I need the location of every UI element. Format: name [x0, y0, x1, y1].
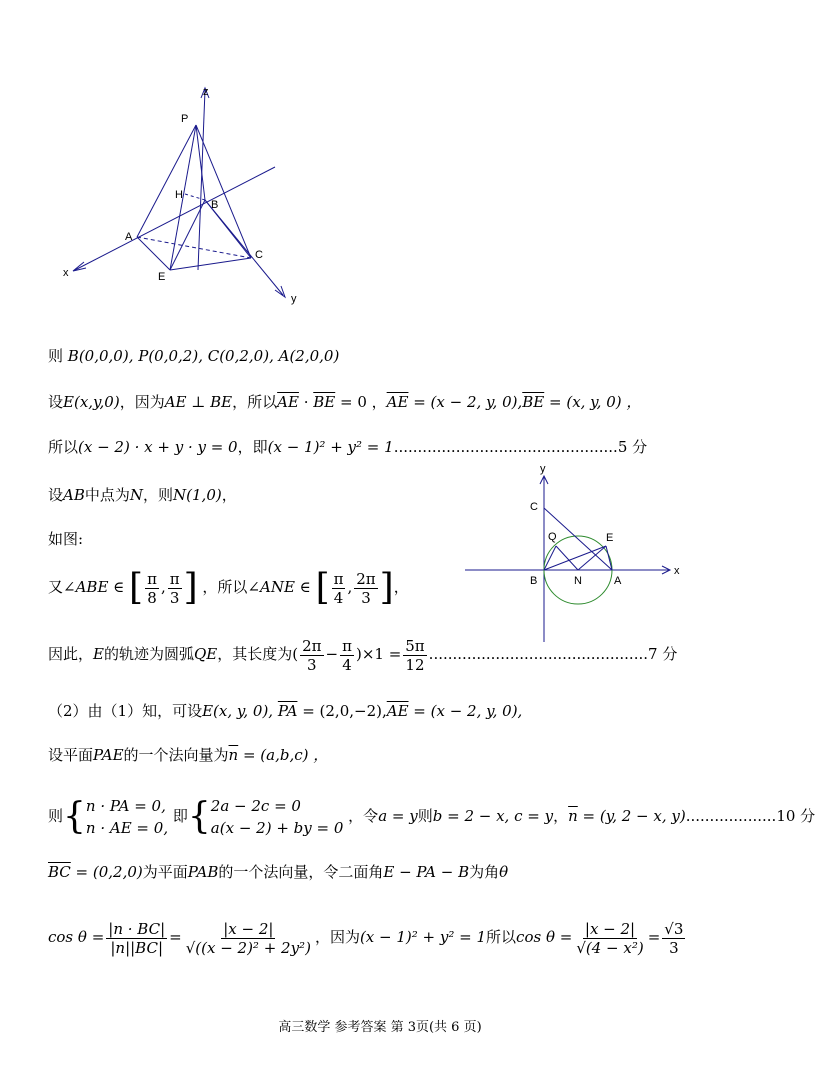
text: 设	[48, 393, 64, 411]
label-E: E	[158, 271, 166, 283]
math: cos θ =	[516, 928, 573, 946]
text: 设平面	[48, 746, 94, 764]
denominator: 8	[147, 588, 157, 607]
pyramid-3d-figure	[55, 80, 305, 315]
math: = 0 ，	[335, 393, 387, 411]
denominator: 4	[333, 588, 344, 607]
edge-PA	[137, 125, 196, 237]
numerator: |x − 2|	[223, 919, 274, 938]
text: 为平面	[142, 863, 188, 881]
text: ，则	[143, 486, 174, 504]
math: cos θ =	[48, 928, 105, 946]
math: = (y, 2 − x, y)	[577, 807, 686, 825]
numerator: 5π	[405, 636, 425, 655]
leader-dots: ...................	[685, 807, 777, 825]
label-C: C	[255, 249, 263, 261]
circle-2d-figure	[460, 462, 690, 647]
text: 为角	[469, 863, 500, 881]
numerator: π	[147, 569, 157, 588]
x-axis	[75, 167, 275, 270]
label2d-A: A	[614, 575, 622, 587]
math: = (2,0,−2),	[297, 702, 387, 720]
math: AE ⊥ BE	[164, 393, 233, 411]
page-footer: 高三数学 参考答案 第 3页(共 6 页)	[278, 1020, 482, 1035]
math: N(1,0)	[173, 486, 222, 504]
math: E(x, y, 0),	[202, 702, 274, 720]
math: AB	[63, 486, 85, 504]
label-y: y	[291, 293, 297, 305]
right-bracket: ]	[183, 567, 198, 608]
math: θ	[499, 863, 509, 881]
edge-AC-dashed	[137, 237, 251, 258]
text: 即	[172, 807, 188, 825]
text: ，所以	[232, 393, 278, 411]
label-z: z	[203, 86, 209, 98]
text: ，	[221, 486, 237, 504]
label2d-y: y	[540, 463, 546, 475]
numerator: π	[333, 569, 344, 588]
label-A: A	[125, 231, 133, 243]
equation: 2a − 2c = 0	[210, 797, 301, 815]
score: 5 分	[617, 438, 648, 456]
system-2	[211, 795, 344, 839]
left-bracket: [	[315, 567, 330, 608]
text: ，因为	[314, 928, 360, 946]
line-midpoint	[48, 485, 237, 505]
text: 则	[417, 807, 433, 825]
score: 10 分	[776, 807, 815, 825]
vector: $\overline{n}$	[228, 746, 239, 764]
line-as-figure	[48, 529, 83, 549]
math: = (x − 2, y, 0),	[408, 702, 523, 720]
text: 的一个法向量为	[123, 746, 229, 764]
edge-EC	[170, 258, 251, 270]
math: E − PA − B	[383, 863, 470, 881]
label2d-Q: Q	[548, 531, 557, 543]
text: 所以	[486, 928, 517, 946]
numerator: 2π	[356, 569, 376, 588]
text: ，所以	[202, 578, 248, 596]
leader-dots: ..............................................	[428, 645, 649, 663]
line-angle-range: 又∠ABE ∈ [ $\frac{\pi}{8}$ , $\frac{\pi}{3}$ ] ，所以∠ANE ∈ [ $\frac{\pi}{4}$ , $\frac{2\pi}{3}$ ]，	[48, 567, 409, 608]
math: a = y	[378, 807, 418, 825]
text: ，因为	[119, 393, 165, 411]
denominator: 3	[169, 588, 180, 607]
numerator: |x − 2|	[584, 919, 636, 938]
math: (x − 1)² + y² = 1	[359, 928, 487, 946]
math: E	[93, 645, 104, 663]
math: = (x − 2, y, 0),	[408, 393, 523, 411]
math: = (0,2,0)	[70, 863, 143, 881]
line-part2	[48, 701, 522, 721]
line-equation	[48, 437, 647, 457]
line-system	[48, 792, 815, 840]
equation: n · AE = 0,	[85, 819, 169, 837]
fraction	[300, 637, 323, 674]
denominator: 4	[342, 655, 352, 674]
vector: $\overline{BC}$	[48, 863, 71, 881]
text: 的轨迹为圆弧	[103, 645, 194, 663]
line-set-E	[48, 392, 641, 412]
text: 所以	[48, 438, 79, 456]
text: 的一个法向量，令二面角	[218, 863, 384, 881]
equation: a(x − 2) + by = 0	[210, 819, 344, 837]
x-axis-arrow	[73, 262, 86, 271]
label2d-N: N	[574, 575, 582, 587]
text: 则	[48, 807, 64, 825]
label2d-B: B	[530, 575, 538, 587]
numerator: √3	[664, 919, 684, 938]
equation: n · PA = 0,	[85, 797, 166, 815]
numerator: 2π	[302, 636, 322, 655]
math: ×1 =	[361, 645, 402, 663]
math: QE	[193, 645, 218, 663]
left-bracket: [	[129, 567, 144, 608]
text: 如图:	[48, 530, 84, 548]
label2d-x: x	[674, 565, 680, 577]
segment-EA	[606, 546, 612, 570]
left-brace: {	[63, 796, 86, 837]
vector: $\overline{BE}$	[522, 393, 545, 411]
fraction	[574, 920, 645, 957]
line-coordinates	[48, 346, 339, 366]
label2d-E: E	[606, 532, 614, 544]
text: ，令	[348, 807, 379, 825]
denominator: 3	[361, 588, 371, 607]
vector: $\overline{PA}$	[277, 702, 298, 720]
numerator: |n · BC|	[108, 919, 166, 938]
label-x: x	[63, 267, 69, 279]
text: 设	[48, 486, 64, 504]
fraction	[340, 637, 354, 674]
line-arc-length: 因此，E的轨迹为圆弧QE，其长度为( $\frac{2\pi}{3}$ − $\frac{\pi}{4}$ )×1 = $\frac{5\pi}{12}$ ..............................................7 分	[48, 636, 678, 674]
math: E(x,y,0)	[63, 393, 120, 411]
text: （2）由（1）知，可设	[48, 702, 203, 720]
score: 7 分	[648, 645, 678, 663]
line-BC-normal	[48, 862, 508, 882]
math: N	[129, 486, 144, 504]
math: ·	[298, 393, 314, 411]
fraction	[168, 570, 182, 607]
vector: $\overline{AE}$	[277, 393, 299, 411]
edge-PE	[170, 125, 196, 270]
right-bracket: ]	[379, 567, 394, 608]
math: PAB	[187, 863, 219, 881]
label-P: P	[181, 113, 189, 125]
segment-HB-dashed	[185, 194, 205, 200]
text: ，其长度为	[217, 645, 293, 663]
vector: $\overline{AE}$	[386, 702, 409, 720]
numerator: π	[342, 636, 352, 655]
text: ，即	[237, 438, 268, 456]
text: 又	[48, 578, 64, 596]
fraction	[184, 920, 313, 957]
math: (x − 2) · x + y · y = 0	[78, 438, 238, 456]
fraction	[662, 920, 685, 957]
line-normal-vector	[48, 745, 328, 765]
math: b = 2 − x, c = y	[432, 807, 554, 825]
denominator: √((x − 2)² + 2y²)	[185, 938, 311, 957]
vector: $\overline{n}$	[568, 807, 578, 825]
leader-dots: ...............................................	[393, 438, 618, 456]
text: 则	[48, 347, 64, 365]
vector: $\overline{AE}$	[386, 393, 409, 411]
left-brace: {	[187, 796, 211, 837]
vector: $\overline{BE}$	[313, 393, 336, 411]
numerator: π	[169, 569, 180, 588]
math: (x − 1)² + y² = 1	[267, 438, 394, 456]
label2d-C: C	[530, 501, 538, 513]
math: B(0,0,0), P(0,0,2), C(0,2,0), A(2,0,0)	[67, 347, 340, 365]
z-axis	[198, 90, 205, 270]
math: =	[647, 928, 661, 946]
text: ，	[393, 578, 409, 596]
denominator: √(4 − x²)	[576, 938, 644, 957]
segment-NE	[578, 546, 606, 570]
label-H: H	[175, 189, 183, 201]
line-cos-theta	[48, 912, 687, 962]
system-1	[86, 795, 168, 839]
fraction	[403, 637, 426, 674]
text: 中点为	[84, 486, 130, 504]
denominator: 3	[669, 938, 679, 957]
math: =	[169, 928, 182, 946]
math: PAE	[93, 746, 124, 764]
math: = (a,b,c) ，	[238, 746, 329, 764]
text: 因此，	[48, 645, 94, 663]
label-B: B	[211, 199, 219, 211]
fraction	[106, 920, 167, 957]
fraction	[332, 570, 346, 607]
denominator: |n||BC|	[110, 938, 164, 957]
math: = (x, y, 0) ，	[544, 393, 642, 411]
math: ∠ABE ∈	[63, 578, 125, 596]
denominator: 12	[405, 655, 425, 674]
math: ∠ANE ∈	[247, 578, 311, 596]
fraction	[354, 570, 377, 607]
text: ，	[553, 807, 569, 825]
denominator: 3	[307, 655, 317, 674]
fraction	[145, 570, 159, 607]
